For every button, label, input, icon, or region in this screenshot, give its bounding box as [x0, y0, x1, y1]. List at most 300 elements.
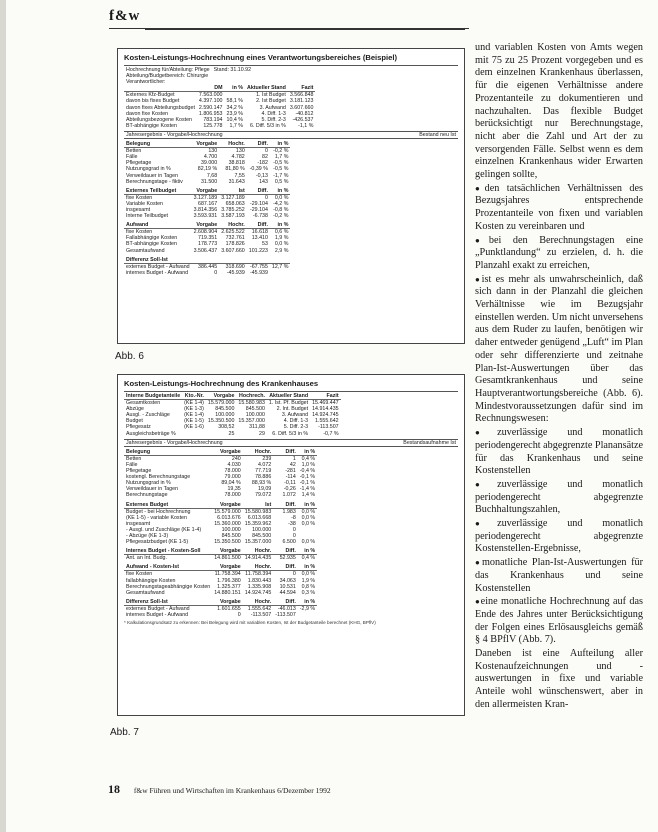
- table-cell: [124, 85, 197, 92]
- table-cell: DM: [197, 85, 225, 92]
- table-cell: Hochr.: [243, 564, 274, 571]
- table-header-row: [124, 599, 317, 606]
- table-cell: -113.507: [275, 612, 296, 618]
- table-cell: 3.607.660: [221, 247, 245, 254]
- table-cell: Aufwand - Kosten-Ist: [124, 564, 212, 571]
- table-cell: 39.000: [200, 160, 218, 167]
- table-cell: Abteilungsbezogene Kosten: [126, 116, 192, 123]
- table-cell: Aktueller Stand: [247, 85, 286, 92]
- table-cell: 15.360.000: [214, 520, 241, 527]
- table-cell: Ist: [219, 188, 247, 195]
- table-cell: davon fixe Kosten: [126, 110, 169, 117]
- table-cell: 14.861.500: [214, 555, 241, 562]
- table-cell: Hochrech.: [236, 393, 267, 400]
- figure-7-budget: [124, 393, 458, 437]
- table-cell: 42: [289, 461, 296, 468]
- table-cell: Interne Budgetanteile: [126, 393, 181, 399]
- table-cell: 11.758.394: [245, 571, 272, 578]
- table-cell: 100.000: [252, 526, 272, 533]
- table-header-row: [124, 188, 290, 195]
- table-row: [124, 508, 317, 515]
- bullet-paragraph: ● monatliche Plan-Ist-Auswertungen für das Krankenhaus und seine Kostenstellen: [475, 557, 643, 595]
- table-cell: 6.013.668: [247, 514, 272, 521]
- table-cell: 10.531: [279, 583, 296, 590]
- table-cell: Nutzungsgrad in %: [126, 166, 171, 173]
- table-cell: 25: [228, 430, 235, 437]
- table-cell: 0,3 %: [301, 589, 316, 596]
- table-cell: in %: [298, 599, 317, 606]
- table-cell: 311,88: [249, 424, 265, 431]
- table-cell: 2.590.147: [198, 104, 223, 111]
- table-cell: 0,6 %: [274, 229, 289, 236]
- table-cell: 4. Diff. 1-3: [261, 110, 286, 117]
- table-row: [124, 92, 315, 99]
- table-cell: -0,5 %: [273, 160, 289, 167]
- table-cell: 14.914.435: [244, 555, 272, 562]
- figure-7-title: Kosten-Leistungs-Hochrechnung des Krankenhauses: [124, 379, 319, 388]
- table-cell: Hochr.: [243, 449, 274, 456]
- table-cell: Berechnungstage: [126, 492, 168, 499]
- table-cell: -45.939: [249, 269, 268, 276]
- table-row: [124, 584, 317, 590]
- table-row: [124, 179, 290, 185]
- table-cell: fixe Kosten: [126, 194, 153, 201]
- table-cell: in %: [298, 449, 317, 456]
- table-row: [124, 578, 317, 584]
- table-cell: -0,13: [255, 172, 268, 179]
- table-cell: 4.072: [258, 461, 272, 468]
- table-cell: 658.063: [225, 200, 245, 207]
- table-cell: Belegung: [124, 449, 212, 456]
- table-cell: [225, 92, 246, 99]
- table-cell: 15.579.000: [214, 508, 241, 515]
- table-cell: -0,2 %: [273, 148, 289, 155]
- table-cell: -8: [291, 514, 296, 521]
- table-cell: Fälle: [126, 154, 138, 161]
- table-row: [124, 229, 290, 236]
- table-row: [124, 213, 290, 219]
- table-row: [124, 612, 317, 618]
- table-cell: -281: [285, 468, 296, 475]
- table-cell: (KE 1-4): [184, 412, 204, 419]
- table-cell: Vorgabe: [212, 502, 243, 509]
- table-cell: 15.357.000: [244, 539, 272, 546]
- table-header-row: [124, 257, 290, 264]
- table-cell: Ausgl. - Zuschläge: [126, 412, 170, 419]
- table-cell: in %: [298, 564, 317, 571]
- table-cell: 0,0 %: [301, 520, 316, 527]
- table-cell: 732.761: [225, 235, 245, 242]
- table-cell: Ant. an Int. Budg.: [126, 555, 167, 562]
- table-cell: 1,0 %: [301, 461, 316, 468]
- table-cell: insgesamt: [126, 206, 151, 213]
- table-cell: in %: [225, 85, 246, 92]
- figure-7-table: [117, 374, 465, 716]
- table-header-row: [124, 393, 341, 400]
- table-cell: -113.507: [318, 424, 339, 431]
- table-cell: 58,1 %: [226, 98, 243, 105]
- table-row: [124, 194, 290, 201]
- table-row: [124, 605, 317, 612]
- table-cell: Diff.: [247, 222, 270, 229]
- table-cell: 53: [262, 241, 268, 248]
- table-cell: 6.500: [282, 539, 296, 546]
- table-cell: 143: [259, 178, 268, 185]
- table-cell: Nutzungsgrad in %: [126, 480, 171, 487]
- table-cell: Aktueller Stand: [267, 393, 310, 400]
- figure-6-meta: [124, 67, 458, 85]
- table-cell: Externes Teilbudget: [124, 188, 192, 195]
- table-cell: Differenz Soll-Ist: [124, 599, 212, 606]
- table-cell: Hochr.: [243, 548, 274, 555]
- table-cell: externes Budget - Aufwand: [126, 605, 190, 612]
- table-cell: 318.690: [225, 263, 245, 270]
- table-cell: in %: [270, 222, 291, 229]
- table-header-row: [124, 222, 290, 229]
- table-cell: 52.935: [279, 555, 296, 562]
- table-cell: [270, 257, 291, 264]
- table-cell: Diff.: [273, 564, 298, 571]
- table-cell: 845.500: [252, 532, 272, 539]
- table-cell: 13.410: [251, 235, 268, 242]
- table-cell: 2.608.904: [193, 229, 218, 236]
- table-cell: 3.785.252: [221, 206, 245, 213]
- table-cell: kostengl. Berechnungstage: [126, 474, 191, 481]
- table-cell: Vorgabe: [212, 548, 243, 555]
- table-cell: -29.104: [249, 206, 268, 213]
- table-cell: -114: [285, 474, 296, 481]
- table-cell: Ist: [243, 502, 274, 509]
- table-row: [124, 248, 290, 254]
- table-cell: Hochr.: [219, 222, 247, 229]
- table-cell: 687.167: [198, 200, 218, 207]
- table-cell: -0,4 %: [299, 468, 316, 475]
- table-cell: Gesamtkosten: [126, 400, 161, 407]
- table-cell: 11.758.394: [214, 571, 241, 578]
- table-cell: Ausgleichsbeträge %: [126, 430, 176, 437]
- table-cell: Diff.: [273, 502, 298, 509]
- table-cell: Fälle: [126, 461, 138, 468]
- table-row: [124, 241, 290, 247]
- table-cell: 3.506.437: [193, 247, 218, 254]
- table-cell: 0,4 %: [301, 555, 316, 562]
- table-cell: externes Budget - Aufwand: [126, 263, 190, 270]
- table-cell: 16.618: [251, 229, 268, 236]
- table-cell: -182: [257, 160, 268, 167]
- table-row: [124, 173, 290, 179]
- magazine-logo: f&w: [109, 8, 141, 24]
- table-cell: 3.127.189: [193, 194, 218, 201]
- table-cell: [270, 270, 291, 276]
- table-cell: 239: [262, 455, 272, 462]
- table-cell: 44.594: [279, 589, 296, 596]
- table-cell: 0,0 %: [301, 508, 316, 515]
- table-cell: -6.738: [252, 213, 268, 220]
- table-row: [124, 555, 317, 562]
- table-cell: davon bis fixes Budget: [126, 98, 180, 105]
- table-header-row: [124, 502, 317, 509]
- table-cell: -29.104: [249, 200, 268, 207]
- table-cell: 78.000: [224, 492, 241, 499]
- bullet-paragraph: ● den tatsächlichen Verhältnissen des Bezugsjahres entsprechende Prozentanteile von fixen und variablen Kosten zu vereinbaren und: [475, 183, 643, 234]
- table-header-row: [124, 141, 290, 148]
- table-cell: -0,1 %: [299, 474, 316, 481]
- table-cell: Verantwortlicher:: [126, 79, 166, 86]
- table-cell: fixe Kosten: [126, 229, 153, 236]
- table-cell: 81,80 %: [225, 166, 245, 173]
- table-cell: -38: [288, 520, 296, 527]
- table-row: [124, 123, 315, 129]
- table-cell: 14.914.435: [312, 406, 339, 413]
- table-cell: in %: [298, 548, 317, 555]
- table-cell: Hochrechnung für/Abteilung: Pflege: [126, 67, 210, 73]
- table-cell: Diff.: [273, 548, 298, 555]
- table-cell: 1.983: [282, 508, 296, 515]
- table-cell: 7,55: [234, 172, 245, 179]
- table-cell: 3. Aufwand: [259, 104, 286, 111]
- bullet-paragraph: ● zuverlässige und monatlich periodengerecht abgegrenzte Kostenstellen-Ergebnisse,: [475, 518, 643, 556]
- table-cell: 3. Aufwand: [281, 412, 309, 419]
- table-cell: 82: [262, 154, 268, 161]
- table-cell: [298, 612, 317, 618]
- table-cell: -0,1 %: [299, 480, 316, 487]
- table-cell: -1,7 %: [273, 172, 289, 179]
- table-cell: Betten: [126, 455, 142, 462]
- table-cell: (KE 1-3): [184, 406, 204, 413]
- table-cell: 130: [235, 148, 245, 155]
- table-cell: 0: [292, 532, 296, 539]
- bullet-paragraph: ● bei den Berechnungstagen eine „Punktlandung“ zu erzielen, d. h. die Planzahl exakt zu erreichen,: [475, 235, 643, 273]
- table-cell: 38.818: [228, 160, 245, 167]
- table-cell: 89,04 %: [221, 480, 241, 487]
- table-cell: [219, 257, 247, 264]
- table-cell: 6. Diff. 5/3 in %: [250, 122, 286, 129]
- table-cell: -46.013: [277, 605, 296, 612]
- table-cell: Gesamtaufwand: [126, 589, 165, 596]
- table-cell: 82,19 %: [197, 166, 218, 173]
- table-cell: 1. Ist. Pf. Budget: [268, 400, 309, 407]
- table-cell: Externes Budget: [124, 502, 212, 509]
- table-cell: Interne Teilbudget: [126, 213, 169, 220]
- table-cell: -426.537: [292, 116, 314, 123]
- table-cell: 178.826: [225, 241, 245, 248]
- figure-7-footnote: * Kalkulationsgrundsatz zu erkennen: Bei Belegung wird mit variablen Kosten, Ist der Budgetanteile berechnet (KHG, BPflV): [124, 620, 376, 626]
- table-row: [124, 539, 317, 545]
- table-cell: 15.580.983: [238, 400, 265, 407]
- article-text-column: [475, 42, 643, 713]
- table-cell: Betten: [126, 148, 142, 155]
- table-cell: 4. Diff. 1-3: [283, 418, 309, 425]
- header-rule-thick: [145, 28, 465, 30]
- table-cell: -1,1 %: [298, 122, 314, 129]
- figure-7-section-header: Jahresergebnis - Vorgabe/Hochrechnung Bestandsaufnahme Ist: [126, 439, 456, 446]
- table-cell: 0: [237, 612, 241, 618]
- table-cell: 79.000: [224, 474, 241, 481]
- journal-source: f&w Führen und Wirtschaften im Krankenhaus 6/Dezember 1992: [133, 786, 331, 795]
- table-cell: 4.782: [231, 154, 245, 161]
- table-cell: 31.643: [228, 178, 245, 185]
- figure-6-table: [117, 48, 465, 344]
- table-cell: -0,5 %: [273, 166, 289, 173]
- table-cell: 0: [214, 269, 218, 276]
- table-cell: (KE 1-4): [184, 400, 204, 407]
- bullet-paragraph: ● ist es mehr als unwahrscheinlich, daß sich dann in der Planzahl die gleichen Verhältnisse wie im Bezugsjahr einstellen werden. Um nicht unversehens aus dem Ruder zu laufen, benötigen wir daher entweder genügend „Luft“ im Plan oder sehr differenzierte und zeitnahe Plan-Ist-Auswertungen über das Gesamtkrankenhaus und seine Hauptverantwortungsbereiche (Abb. 6). Mindestvoraussetzungen dafür sind im Rechnungswesen:: [475, 274, 643, 426]
- table-cell: 1,9 %: [301, 577, 316, 584]
- table-cell: 178.773: [198, 241, 218, 248]
- paragraph: und variablen Kosten von Amts wegen mit 75 zu 25 Prozent vorgegeben und es dem einzelnen Krankenhaus überlassen, für die eigenen Verhältnisse andere Prozentanteile zu dokumentieren und nachzuhalten. Das flexible Budget berücksichtigt nur Berechnungstage, nicht aber die Zahl und Art der zu versorgenden Fälle. Selbst wenn es dem einzelnen Krankenhaus wider Erwarten gelingen sollte,: [475, 42, 643, 181]
- table-cell: 15.579.000: [207, 400, 235, 407]
- table-cell: 78.000: [224, 468, 241, 475]
- table-row: [124, 270, 290, 276]
- table-cell: 1,4 %: [301, 492, 316, 499]
- table-cell: Hochr.: [219, 141, 247, 148]
- table-cell: 101.223: [248, 247, 268, 254]
- table-cell: Fallabhängige Kosten: [126, 235, 178, 242]
- table-cell: 240: [231, 455, 241, 462]
- table-cell: -67.755: [249, 263, 268, 270]
- table-cell: -0,11: [284, 480, 296, 487]
- table-cell: 79.072: [255, 492, 272, 499]
- table-cell: fixe Kosten: [126, 571, 153, 578]
- table-cell: 0,0 %: [274, 241, 289, 248]
- table-cell: 10,4 %: [226, 116, 243, 123]
- table-cell: Differenz Soll-Ist: [124, 257, 192, 264]
- table-cell: Pflegetage: [126, 468, 152, 475]
- table-cell: 1.335.908: [247, 583, 272, 590]
- table-header-row: [124, 548, 317, 555]
- table-cell: 2,9 %: [274, 247, 289, 254]
- table-cell: 3.593.931: [193, 213, 218, 220]
- table-header-row: [124, 449, 317, 456]
- table-cell: -2,9 %: [299, 605, 316, 612]
- table-cell: in %: [298, 502, 317, 509]
- table-cell: Fazit: [310, 393, 341, 400]
- table-cell: 12,7 %: [271, 263, 289, 270]
- table-cell: -4,2 %: [273, 200, 289, 207]
- table-cell: 3.814.356: [193, 206, 218, 213]
- table-cell: Vorgabe: [192, 141, 220, 148]
- table-cell: Vorgabe: [192, 222, 220, 229]
- table-cell: 15.357.000: [238, 418, 265, 425]
- table-cell: 2. Ist Budget: [256, 98, 286, 105]
- table-cell: 4.397.100: [198, 98, 223, 105]
- table-cell: 308,52: [218, 424, 235, 431]
- table-cell: 845.500: [215, 406, 235, 413]
- page-number: 18: [108, 782, 120, 796]
- table-header-row: [124, 564, 317, 571]
- table-cell: Verweildauer in Tagen: [126, 172, 179, 179]
- table-cell: 130: [208, 148, 218, 155]
- table-row: [124, 455, 317, 462]
- table-cell: 6. Diff. 5/3 in %: [272, 430, 309, 437]
- table-cell: 5. Diff. 2-3: [283, 424, 309, 431]
- table-cell: 15.350.500: [207, 418, 235, 425]
- table-cell: Vorgabe: [206, 393, 237, 400]
- table-cell: 15.469.447: [312, 400, 339, 407]
- table-cell: 14.880.151: [214, 589, 241, 596]
- table-cell: Vorgabe: [212, 564, 243, 571]
- table-cell: Verweildauer in Tagen: [126, 486, 179, 493]
- table-cell: 31.500: [200, 178, 218, 185]
- table-cell: -0,26: [283, 486, 296, 493]
- table-cell: 23,9 %: [226, 110, 243, 117]
- table-cell: 7.563.000: [198, 92, 223, 99]
- table-cell: 88,93 %: [251, 480, 272, 487]
- table-cell: 3.587.193: [221, 213, 245, 220]
- table-cell: 1. Ist Budget: [256, 92, 286, 99]
- table-row: [124, 590, 317, 596]
- table-cell: 34.063: [279, 577, 296, 584]
- table-cell: 1.796.380: [217, 577, 241, 584]
- figure-7-caption: Abb. 7: [110, 727, 139, 738]
- figure-6-performance: [124, 141, 458, 276]
- table-cell: 100.000: [245, 412, 265, 419]
- table-row: [124, 148, 290, 155]
- table-cell: -113.507: [250, 612, 272, 618]
- table-row: [124, 263, 290, 270]
- table-cell: [192, 257, 220, 264]
- table-cell: -0,2 %: [273, 213, 289, 220]
- table-cell: Aufwand: [124, 222, 192, 229]
- table-cell: 1.555.642: [315, 418, 339, 425]
- bullet-paragraph: ● eine monatliche Hochrechnung auf das Ende des Jahres unter Berücksichtigung der Folgen eines Erlösausgleichs gemäß § 4 BPflV (Abb. 7).: [475, 596, 643, 647]
- table-cell: 0: [292, 526, 296, 533]
- table-cell: Berechnungstageabhängige Kosten: [126, 583, 211, 590]
- table-cell: 78.886: [255, 474, 272, 481]
- table-cell: Abzüge: [126, 406, 144, 413]
- table-cell: 15.359.962: [244, 520, 272, 527]
- table-cell: -0,39 %: [249, 166, 268, 173]
- table-cell: (KE 1-5): [184, 418, 204, 425]
- table-cell: [247, 257, 270, 264]
- table-cell: 3.607.660: [289, 104, 314, 111]
- table-cell: BT-abhängige Kosten: [126, 122, 177, 129]
- table-cell: 0,0 %: [301, 539, 316, 546]
- table-cell: 19,35: [227, 486, 241, 493]
- table-cell: 1.830.443: [247, 577, 272, 584]
- bullet-paragraph: ● zuverlässige und monatlich periodengerecht abgegrenzte Buchhaltungszahlen,: [475, 479, 643, 517]
- table-cell: Pflegetage: [126, 160, 152, 167]
- table-cell: 5. Diff. 2-3: [261, 116, 286, 123]
- table-cell: Diff.: [273, 599, 298, 606]
- table-cell: 0: [292, 571, 296, 578]
- table-cell: Pflegesatz: [126, 424, 151, 431]
- table-cell: 7,68: [206, 172, 218, 179]
- table-row: [124, 400, 341, 407]
- table-cell: 14.924.745: [312, 412, 339, 419]
- table-cell: 1.555.642: [247, 605, 272, 612]
- table-cell: 845.500: [245, 406, 265, 413]
- table-cell: 2. Int. Budget: [276, 406, 309, 413]
- table-cell: 0: [264, 194, 268, 201]
- table-cell: 0,0 %: [274, 194, 289, 201]
- table-row: [124, 166, 290, 172]
- table-cell: 0,4 %: [301, 455, 316, 462]
- table-cell: fallabhängige Kosten: [126, 577, 176, 584]
- table-cell: 3.127.189: [221, 194, 245, 201]
- table-cell: -0,7 %: [323, 430, 339, 437]
- table-cell: [182, 431, 206, 437]
- table-cell: Fazit: [288, 85, 316, 92]
- table-cell: 1.601.655: [217, 605, 241, 612]
- table-cell: 0: [264, 148, 268, 155]
- table-cell: 1,7 %: [274, 154, 289, 161]
- table-row: [124, 571, 317, 578]
- table-cell: Hochr.: [243, 599, 274, 606]
- table-cell: Diff.: [273, 449, 298, 456]
- table-cell: in %: [270, 141, 291, 148]
- table-cell: 2.625.522: [221, 229, 245, 236]
